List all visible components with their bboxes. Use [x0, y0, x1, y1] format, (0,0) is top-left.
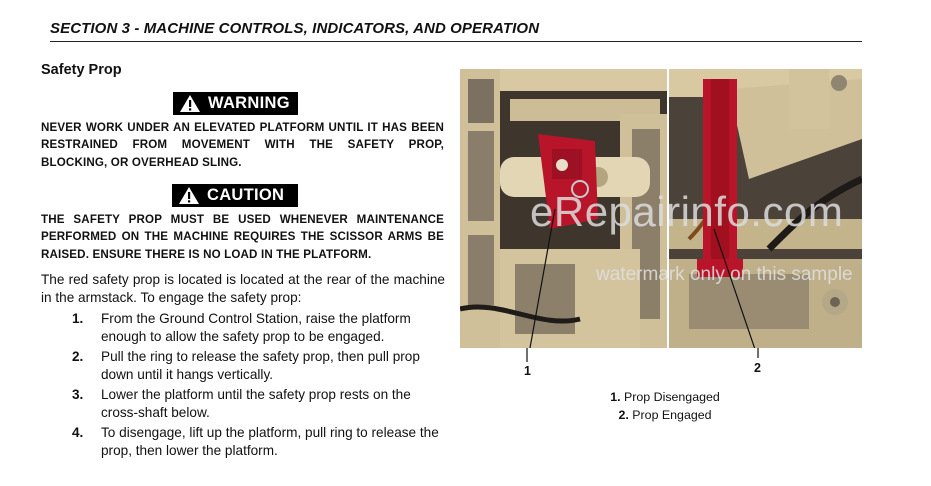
- step-text: From the Ground Control Station, raise the platform enough to allow the safety prop to be engaged.: [101, 311, 411, 344]
- caption-1: [560, 389, 770, 407]
- caption-1-number: 1.: [610, 390, 621, 404]
- list-item: [72, 386, 444, 421]
- intro-paragraph: The red safety prop is located is located at the rear of the machine in the armstack. To engage the safety prop:: [41, 272, 445, 305]
- warning-label-box: [173, 92, 298, 115]
- warning-text: NEVER WORK UNDER AN ELEVATED PLATFORM UNTIL IT HAS BEEN RESTRAINED FROM MOVEMENT WITH THE SAFETY PROP, BLOCKING, OR OVERHEAD SLING.: [41, 121, 444, 169]
- caption-2-number: 2.: [618, 407, 629, 422]
- step-text: Lower the platform until the safety prop rests on the cross-shaft below.: [101, 387, 411, 420]
- caution-label-box: [172, 184, 298, 207]
- callout-number-2: 2: [754, 361, 761, 375]
- warning-triangle-icon: [179, 94, 201, 113]
- watermark-main: eRepairinfo.com: [530, 188, 844, 235]
- steps-list: [72, 310, 444, 462]
- step-number: 3.: [72, 387, 84, 402]
- step-number: 4.: [72, 425, 84, 440]
- caution-label: CAUTION: [207, 186, 285, 204]
- warning-label: WARNING: [208, 94, 290, 112]
- caution-text: THE SAFETY PROP MUST BE USED WHENEVER MAINTENANCE PERFORMED ON THE MACHINE REQUIRES THE SCISSOR ARMS BE RAISED. ENSURE THERE IS NO LOAD IN THE PLATFORM.: [41, 213, 444, 261]
- figure-captions: [560, 389, 770, 424]
- caption-2-text: Prop Engaged: [632, 407, 712, 422]
- callout-leaders: [455, 340, 775, 380]
- watermark-sub: watermark only on this sample: [596, 264, 853, 285]
- step-text: To disengage, lift up the platform, pull ring to release the prop, then lower the platform.: [101, 425, 439, 458]
- section-header: SECTION 3 - MACHINE CONTROLS, INDICATORS, AND OPERATION: [50, 20, 862, 42]
- callout-number-1: 1: [524, 364, 531, 378]
- list-item: [72, 348, 444, 383]
- step-text: Pull the ring to release the safety prop, then pull prop down until it hangs vertically.: [101, 349, 420, 382]
- caption-2: [560, 407, 770, 425]
- step-number: 2.: [72, 349, 84, 364]
- step-number: 1.: [72, 311, 84, 326]
- list-item: [72, 424, 444, 459]
- subhead-safety-prop: Safety Prop: [41, 62, 122, 78]
- caution-triangle-icon: [178, 186, 200, 205]
- caption-1-text: Prop Disengaged: [624, 390, 720, 404]
- list-item: [72, 310, 444, 345]
